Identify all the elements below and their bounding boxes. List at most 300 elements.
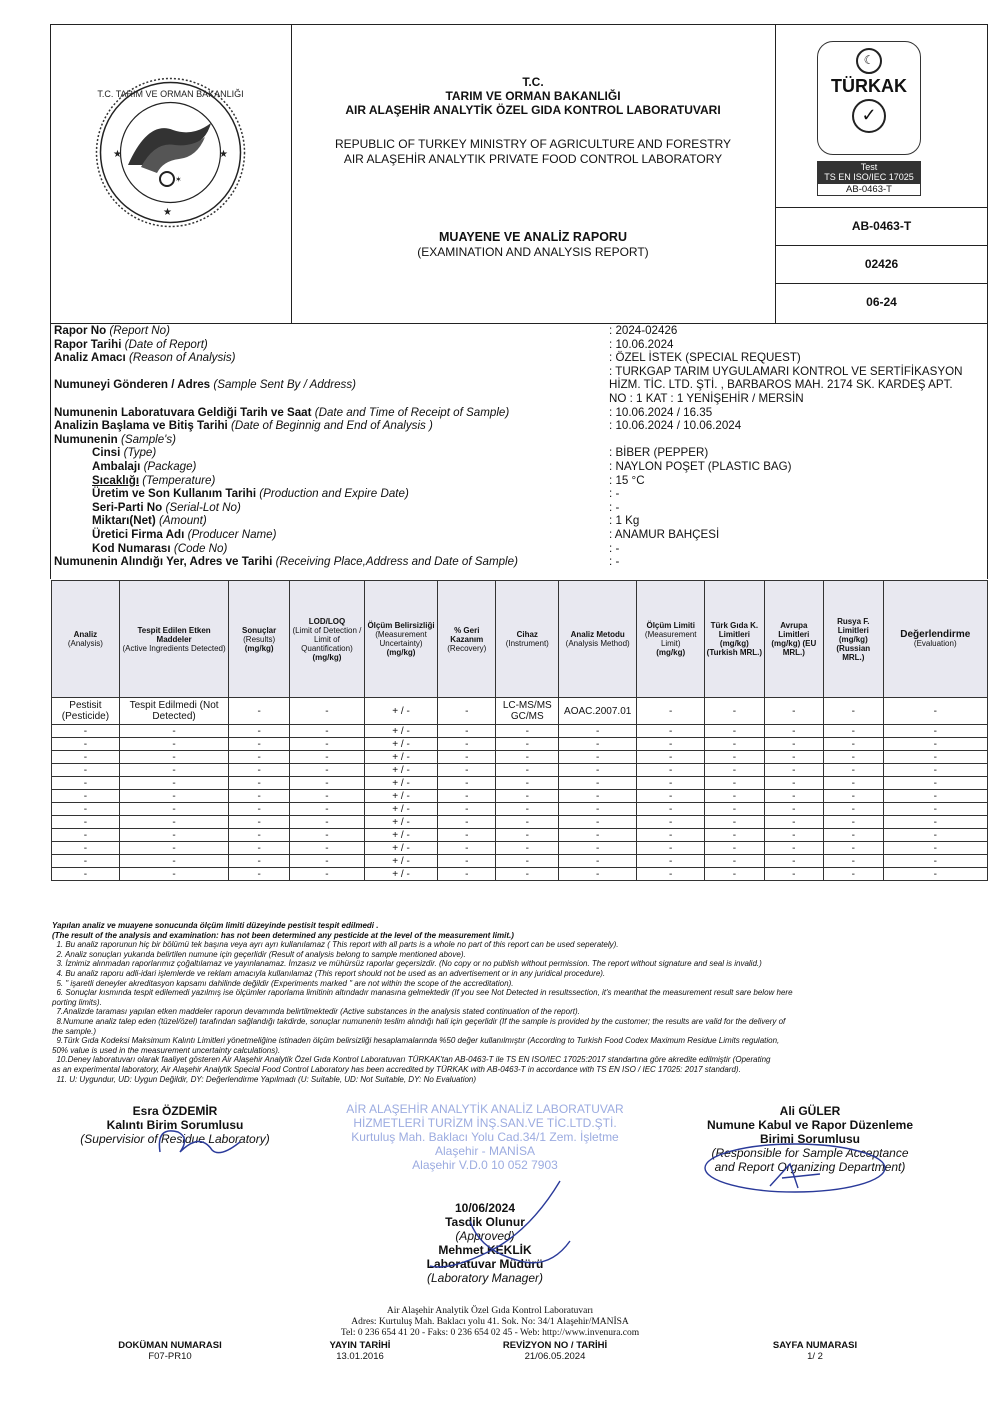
- note-line: 4. Bu analiz raporu adli-idari işlemlerde ve reklam amacıyla kullanılamaz (This report should not be used as an advertisement or in any juridical procedure).: [52, 968, 606, 978]
- column-header: [764, 581, 823, 698]
- table-cell: -: [52, 738, 120, 751]
- acceptance-title-en-2: and Report Organizing Department): [714, 1160, 906, 1174]
- table-cell: -: [52, 764, 120, 777]
- header-text: (Active Ingredients Detected): [122, 643, 226, 653]
- table-cell: -: [438, 868, 496, 881]
- info-value: : 1 Kg: [609, 514, 640, 528]
- info-label-en: (Date of Beginnig and End of Analysis ): [230, 419, 433, 433]
- table-cell: -: [883, 868, 987, 881]
- table-cell: -: [705, 777, 764, 790]
- table-cell: -: [824, 738, 883, 751]
- info-value: : ÖZEL İSTEK (SPECIAL REQUEST): [609, 351, 801, 365]
- acceptance-signature: [700, 1104, 920, 1174]
- period-code: 06-24: [776, 283, 987, 321]
- check-icon: ✓: [852, 99, 886, 133]
- table-cell: -: [705, 855, 764, 868]
- table-cell: -: [883, 751, 987, 764]
- header-text: (mg/kg): [312, 652, 342, 662]
- supervisor-title: Kalıntı Birim Sorumlusu: [106, 1118, 244, 1132]
- column-header: [52, 581, 120, 698]
- table-cell: -: [229, 816, 290, 829]
- header-text: (Results): [243, 634, 276, 644]
- info-value: NO : 1 KAT : 1 YENİŞEHİR / MERSİN: [609, 391, 804, 405]
- info-label-tr: Cinsi: [92, 446, 121, 460]
- table-cell: -: [637, 698, 705, 725]
- header-text: (mg/kg) (Russian MRL.): [836, 634, 871, 662]
- table-cell: + / -: [365, 842, 438, 855]
- table-cell: -: [229, 829, 290, 842]
- header-text: (Instrument): [505, 639, 549, 648]
- table-cell: -: [52, 855, 120, 868]
- column-header: [119, 581, 229, 698]
- table-cell: -: [883, 764, 987, 777]
- manager-name: Mehmet KEKLİK: [438, 1243, 532, 1257]
- table-cell: -: [764, 868, 823, 881]
- table-row: [52, 816, 988, 829]
- table-cell: -: [438, 829, 496, 842]
- table-cell: -: [119, 855, 229, 868]
- revision-value: 21/06.05.2024: [524, 1351, 586, 1362]
- svg-text:✶: ✶: [175, 175, 182, 184]
- acceptance-title-2: Birimi Sorumlusu: [759, 1132, 860, 1146]
- table-cell: -: [289, 738, 364, 751]
- table-cell: -: [883, 790, 987, 803]
- stamp-line: Alaşehir - MANİSA: [434, 1144, 536, 1158]
- table-row: [52, 790, 988, 803]
- header-text: Türk Gıda K. Limitleri: [710, 621, 759, 639]
- table-cell: -: [229, 777, 290, 790]
- table-cell: -: [119, 725, 229, 738]
- report-title: MUAYENE VE ANALİZ RAPORU: [439, 230, 627, 244]
- table-cell: -: [438, 790, 496, 803]
- info-label-tr: Numunenin Laboratuvara Geldiği Tarih ve Saat: [54, 405, 312, 419]
- header-text: (Evaluation): [913, 639, 957, 648]
- results-table: [51, 580, 988, 881]
- info-value: : ANAMUR BAHÇESİ: [609, 527, 720, 541]
- table-cell: -: [438, 751, 496, 764]
- table-cell: -: [637, 868, 705, 881]
- info-label-en: (Amount): [159, 514, 207, 528]
- header-text: Analiz: [73, 630, 98, 639]
- table-cell: + / -: [365, 777, 438, 790]
- table-cell: -: [637, 842, 705, 855]
- column-header: [824, 581, 883, 698]
- table-cell: -: [559, 764, 637, 777]
- report-codes: [776, 205, 987, 323]
- turkak-standard: TS EN ISO/IEC 17025: [824, 172, 914, 182]
- table-row: [52, 764, 988, 777]
- table-cell: -: [559, 725, 637, 738]
- supervisor-signature: [70, 1104, 280, 1146]
- table-cell: -: [496, 855, 559, 868]
- info-label-en: (Serial-Lot No): [165, 500, 241, 514]
- table-row: [52, 829, 988, 842]
- table-cell: -: [289, 855, 364, 868]
- table-cell: -: [637, 803, 705, 816]
- column-header: [496, 581, 559, 698]
- table-cell: -: [229, 698, 290, 725]
- table-cell: -: [883, 803, 987, 816]
- info-label-en: (Temperature): [142, 473, 216, 487]
- table-row: [52, 725, 988, 738]
- footer-address: [280, 1306, 700, 1339]
- header-text: Cihaz: [516, 630, 538, 639]
- info-label-en: (Production and Expire Date): [259, 487, 409, 501]
- table-cell: -: [824, 816, 883, 829]
- info-value: : -: [609, 487, 620, 501]
- column-header: [438, 581, 496, 698]
- manager-signature-mark: [410, 1171, 580, 1281]
- table-cell: -: [229, 725, 290, 738]
- table-body: [52, 698, 988, 881]
- header-text: LOD/LOQ: [308, 616, 346, 626]
- info-label-en: (Type): [123, 446, 157, 460]
- note-line: 6. Sonuçlar kısmında tespit edilemedi yazılmış ise ölçümler raporlama limitinin altındadır manasına gelmektedir (If you see Not Detected in resultssection, it's meanthat the measurement result sare below here: [52, 988, 793, 998]
- table-cell: -: [559, 842, 637, 855]
- table-row: [52, 855, 988, 868]
- table-cell: -: [496, 842, 559, 855]
- table-cell: -: [438, 816, 496, 829]
- table-cell: + / -: [365, 803, 438, 816]
- table-cell: -: [119, 738, 229, 751]
- page-number-value: 1/ 2: [807, 1351, 823, 1362]
- table-cell: -: [705, 725, 764, 738]
- table-cell: -: [119, 829, 229, 842]
- table-cell: -: [883, 725, 987, 738]
- table-cell: + / -: [365, 698, 438, 725]
- report-number-code: 02426: [776, 245, 987, 283]
- table-cell: -: [705, 751, 764, 764]
- table-cell: Tespit Edilmedi (Not Detected): [119, 698, 229, 725]
- info-label-en: (Receiving Place,Address and Date of Sample): [275, 555, 518, 569]
- info-label-en: (Report No): [109, 324, 170, 337]
- table-cell: -: [637, 855, 705, 868]
- header-text: (mg/kg): [386, 648, 416, 657]
- acceptance-name: Ali GÜLER: [779, 1104, 841, 1118]
- manager-title: Laboratuvar Müdürü: [426, 1257, 544, 1271]
- table-cell: + / -: [365, 725, 438, 738]
- column-header: [705, 581, 764, 698]
- header-text: Avrupa Limitleri: [778, 621, 810, 639]
- table-cell: -: [637, 751, 705, 764]
- table-cell: -: [883, 777, 987, 790]
- table-row: [52, 698, 988, 725]
- table-cell: -: [824, 842, 883, 855]
- table-cell: + / -: [365, 738, 438, 751]
- table-cell: LC-MS/MS GC/MS: [496, 698, 559, 725]
- table-cell: -: [289, 725, 364, 738]
- info-label-tr: Numunenin Alındığı Yer, Adres ve Tarihi: [54, 555, 273, 569]
- header-text: Tespit Edilen Etken Maddeler: [137, 625, 211, 644]
- report-notes: [52, 921, 952, 1084]
- table-cell: + / -: [365, 816, 438, 829]
- column-header: [637, 581, 705, 698]
- approval-label-en: (Approved): [455, 1229, 515, 1243]
- table-cell: -: [119, 764, 229, 777]
- table-cell: -: [229, 855, 290, 868]
- header-text: (Measurement Uncertainty): [375, 630, 427, 648]
- info-label-en: (Sample Sent By / Address): [213, 378, 356, 392]
- table-cell: -: [438, 738, 496, 751]
- table-cell: -: [824, 829, 883, 842]
- table-cell: -: [705, 698, 764, 725]
- table-row: [52, 751, 988, 764]
- table-cell: -: [52, 829, 120, 842]
- header-text: (mg/kg): [244, 643, 274, 653]
- table-cell: -: [764, 777, 823, 790]
- table-cell: -: [229, 751, 290, 764]
- table-cell: Pestisit (Pesticide): [52, 698, 120, 725]
- note-line: 10.Deney laboratuvarı olarak faaliyet gösteren Air Alaşehir Analytik Özel Gıda Kontrol Laboratuvarı TÜRKAK'tan AB-0463-T ile TS EN ISO/IEC 17025:2017 standartına göre akredite edilmiştir (Operating: [52, 1055, 771, 1065]
- info-label-tr: Rapor No: [54, 324, 107, 337]
- svg-text:★: ★: [163, 207, 172, 218]
- table-cell: -: [289, 829, 364, 842]
- table-cell: -: [229, 868, 290, 881]
- table-cell: -: [496, 777, 559, 790]
- table-cell: + / -: [365, 790, 438, 803]
- column-header: [229, 581, 290, 698]
- table-cell: -: [824, 777, 883, 790]
- publish-date-label: YAYIN TARİHİ: [329, 1340, 391, 1351]
- header-text: Ölçüm Belirsizliği: [367, 621, 435, 630]
- info-label-en: (Package): [143, 459, 197, 473]
- table-cell: -: [705, 764, 764, 777]
- column-header: [883, 581, 987, 698]
- table-cell: -: [119, 751, 229, 764]
- table-row: [52, 777, 988, 790]
- table-cell: -: [824, 790, 883, 803]
- table-row: [52, 738, 988, 751]
- note-line: the sample.): [52, 1026, 97, 1036]
- approval-date: 10/06/2024: [454, 1201, 516, 1215]
- table-cell: -: [438, 855, 496, 868]
- table-cell: -: [824, 855, 883, 868]
- turkak-test: Test: [860, 162, 878, 172]
- table-cell: -: [438, 842, 496, 855]
- doc-number-value: F07-PR10: [148, 1351, 192, 1362]
- manager-title-en: (Laboratory Manager): [426, 1271, 544, 1285]
- table-cell: -: [289, 803, 364, 816]
- header-text: (mg/kg) (Turkish MRL.): [706, 639, 763, 657]
- report-title-en: (EXAMINATION AND ANALYSIS REPORT): [417, 245, 649, 259]
- info-label-tr: Sıcaklığı: [92, 473, 140, 487]
- note-line: porting limits).: [52, 997, 102, 1007]
- table-cell: -: [229, 790, 290, 803]
- publish-date-value: 13.01.2016: [336, 1351, 384, 1362]
- table-cell: -: [559, 790, 637, 803]
- svg-text:★: ★: [219, 149, 228, 160]
- table-cell: -: [496, 751, 559, 764]
- turkak-logo: [817, 41, 921, 201]
- table-cell: -: [496, 764, 559, 777]
- note-line: 2. Analiz sonuçları yukarıda belirtilen numune için geçerlidir (Result of analysis belong to sample mentioned above).: [52, 949, 466, 959]
- footer-lab: Air Alaşehir Analytik Özel Gıda Kontrol Laboratuvarı: [386, 1306, 594, 1316]
- table-cell: -: [824, 751, 883, 764]
- table-header: [52, 581, 988, 698]
- info-value: : -: [609, 541, 620, 555]
- table-cell: -: [883, 829, 987, 842]
- table-cell: -: [52, 725, 120, 738]
- table-cell: -: [637, 816, 705, 829]
- table-cell: -: [119, 777, 229, 790]
- info-value: : 10.06.2024 / 16.35: [609, 405, 713, 419]
- table-cell: AOAC.2007.01: [559, 698, 637, 725]
- table-cell: -: [229, 842, 290, 855]
- info-label-tr: Kod Numarası: [92, 541, 171, 555]
- footer-address-line: Adres: Kurtuluş Mah. Baklacı yolu 41. Sok. No: 34/1 Alaşehir/MANİSA: [351, 1317, 629, 1327]
- header-text: Değerlendirme: [900, 629, 971, 640]
- table-cell: -: [883, 816, 987, 829]
- info-label-en: (Producer Name): [187, 527, 277, 541]
- acceptance-signature-mark: [700, 1126, 900, 1196]
- table-cell: -: [229, 738, 290, 751]
- table-cell: -: [119, 868, 229, 881]
- manager-signature: [380, 1201, 590, 1285]
- table-cell: -: [52, 803, 120, 816]
- table-cell: + / -: [365, 855, 438, 868]
- table-cell: -: [705, 738, 764, 751]
- info-value: : 10.06.2024 / 10.06.2024: [609, 419, 742, 433]
- table-cell: -: [496, 816, 559, 829]
- note-line: 50% value is used in the measurement uncertainty calculations).: [52, 1045, 281, 1055]
- page-number-label: SAYFA NUMARASI: [772, 1340, 858, 1351]
- report-header: [50, 24, 988, 324]
- info-value: : 15 °C: [609, 473, 645, 487]
- crescent-icon: ☾: [856, 48, 882, 74]
- table-cell: -: [764, 698, 823, 725]
- table-row: [52, 868, 988, 881]
- table-cell: -: [637, 777, 705, 790]
- info-label-tr: Analiz Amacı: [54, 351, 126, 365]
- table-cell: + / -: [365, 764, 438, 777]
- table-cell: -: [119, 842, 229, 855]
- info-label-en: (Date and Time of Receipt of Sample): [314, 405, 510, 419]
- table-cell: -: [496, 803, 559, 816]
- table-cell: -: [764, 816, 823, 829]
- info-label-tr: Numunenin: [54, 432, 118, 446]
- header-text: Sonuçlar: [242, 625, 277, 635]
- table-cell: -: [496, 829, 559, 842]
- table-cell: -: [705, 868, 764, 881]
- table-cell: -: [764, 855, 823, 868]
- table-cell: -: [559, 751, 637, 764]
- revision: [480, 1340, 630, 1362]
- table-cell: -: [289, 764, 364, 777]
- page-number: [740, 1340, 890, 1362]
- table-cell: -: [764, 842, 823, 855]
- stamp-line: HİZMETLERİ TURİZM İNŞ.SAN.VE TİC.LTD.ŞTİ.: [353, 1116, 617, 1130]
- note-line: 5. " işaretli deneyler akreditasyon kapsamı dahilinde değildir (Experiments marked " are not within the scope of the accreditation).: [52, 978, 514, 988]
- info-value: HİZM. TİC. LTD. ŞTİ. , BARBAROS MAH. 2174 SK. KARDEŞ APT.: [609, 378, 953, 392]
- table-cell: -: [637, 829, 705, 842]
- table-cell: -: [438, 803, 496, 816]
- info-label-en: (Date of Report): [124, 337, 208, 351]
- table-cell: -: [764, 790, 823, 803]
- table-cell: -: [764, 751, 823, 764]
- doc-number-label: DOKÜMAN NUMARASI: [118, 1340, 222, 1351]
- supervisor-title-en: (Supervisior of Residue Laboratory): [80, 1132, 270, 1146]
- table-row: [52, 842, 988, 855]
- table-cell: -: [119, 790, 229, 803]
- stamp-line: Alaşehir V.D.0 10 052 7903: [412, 1158, 558, 1172]
- table-cell: -: [438, 777, 496, 790]
- table-cell: -: [883, 855, 987, 868]
- note-line: 3. İznimiz alınmadan raporlarımız çoğaltılamaz ve yayınlanamaz. İmzasız ve mühürsüz raporlar geçersizdir. (No copy or no publish without permission. The report without signature and seal is invalid.): [52, 959, 762, 969]
- ministry-seal: [93, 75, 248, 230]
- stamp-line: AİR ALAŞEHİR ANALYTİK ANALİZ LABORATUVAR: [346, 1102, 624, 1116]
- note-line: 11. U: Uygundur, UD: Uygun Değildir, DY: Değerlendirme Yapılmadı (U: Suitable, UD: Not Suitable, DY: No Evaluation): [52, 1074, 477, 1084]
- supervisor-signature-mark: [150, 1122, 270, 1162]
- header-text: (Analysis Method): [565, 639, 630, 648]
- table-cell: -: [705, 790, 764, 803]
- info-label-tr: Üretici Firma Adı: [92, 527, 185, 541]
- table-cell: -: [559, 777, 637, 790]
- header-text: (mg/kg) (EU MRL.): [771, 639, 817, 657]
- table-cell: -: [764, 829, 823, 842]
- table-cell: -: [637, 738, 705, 751]
- table-cell: + / -: [365, 751, 438, 764]
- turkak-code: AB-0463-T: [817, 183, 921, 196]
- table-cell: -: [52, 777, 120, 790]
- table-cell: -: [637, 764, 705, 777]
- column-header: [559, 581, 637, 698]
- table-cell: -: [289, 816, 364, 829]
- table-cell: -: [496, 725, 559, 738]
- table-cell: -: [764, 725, 823, 738]
- note-line: (The result of the analysis and examination: has not been determined any pesticide at the level of the measurement limit.): [52, 930, 514, 940]
- table-cell: -: [705, 842, 764, 855]
- info-value: : 10.06.2024: [609, 337, 674, 351]
- table-cell: -: [883, 842, 987, 855]
- table-cell: -: [52, 842, 120, 855]
- supervisor-name: Esra ÖZDEMİR: [132, 1104, 218, 1118]
- note-line: as an experimental laboratory, Air Alaşehir Analytik Special Food Control Laboratory has been accredited by TÜRKAK with AB-0463-T in accordance with TS EN ISO / IEC 17025: 2017 standard).: [52, 1064, 741, 1074]
- info-label-en: (Reason of Analysis): [128, 351, 236, 365]
- info-value: : -: [609, 555, 620, 569]
- table-cell: -: [764, 738, 823, 751]
- footer-contact: Tel: 0 236 654 41 20 - Faks: 0 236 654 02 45 - Web: http://www.invenura.com: [340, 1328, 640, 1338]
- table-cell: -: [289, 698, 364, 725]
- table-cell: -: [119, 816, 229, 829]
- ministry-name: TARIM VE ORMAN BAKANLIĞI: [445, 89, 621, 103]
- table-cell: -: [496, 868, 559, 881]
- table-cell: -: [559, 868, 637, 881]
- table-cell: -: [764, 803, 823, 816]
- info-label-tr: Numuneyi Gönderen / Adres: [54, 378, 211, 392]
- header-text: (mg/kg): [656, 648, 686, 657]
- note-line: 7.Analizde taraması yapılan etken maddeler raporun devamında belirtilmektedir (Active substances in the analysis stated continuation of the report).: [52, 1007, 580, 1017]
- note-line: 1. Bu analiz raporunun hiç bir bölümü tek başına veya ayrı ayrı kullanılamaz ( This report with all parts is a whole no part of this report can be used seperately).: [52, 940, 619, 950]
- header-text: (Limit of Detection / Limit of Quantification): [292, 625, 362, 653]
- acceptance-title-en: (Responsible for Sample Acceptance: [711, 1146, 909, 1160]
- header-text: Analiz Metodu: [570, 630, 625, 639]
- svg-text:★: ★: [113, 149, 122, 160]
- column-header: [289, 581, 364, 698]
- acceptance-title: Numune Kabul ve Rapor Düzenleme: [706, 1118, 914, 1132]
- note-line: 8.Numune analiz talep eden (tüzel/özel) tarafından sağlandığı takdirde, sonuçlar numunenin teslim alındığı hali için geçerlidir (If the sample is provided by the customer; the results are valid for the delivery of: [52, 1016, 786, 1026]
- table-cell: -: [705, 803, 764, 816]
- info-label-tr: Rapor Tarihi: [54, 337, 122, 351]
- table-cell: -: [229, 803, 290, 816]
- table-cell: -: [289, 751, 364, 764]
- info-label-tr: Miktarı(Net): [92, 514, 156, 528]
- header-text: (Measurement Limit): [644, 630, 697, 648]
- info-label-tr: Seri-Parti No: [92, 500, 163, 514]
- info-frame: [50, 324, 988, 579]
- table-cell: -: [289, 790, 364, 803]
- doc-number: [90, 1340, 250, 1362]
- accreditation-code: AB-0463-T: [776, 207, 987, 245]
